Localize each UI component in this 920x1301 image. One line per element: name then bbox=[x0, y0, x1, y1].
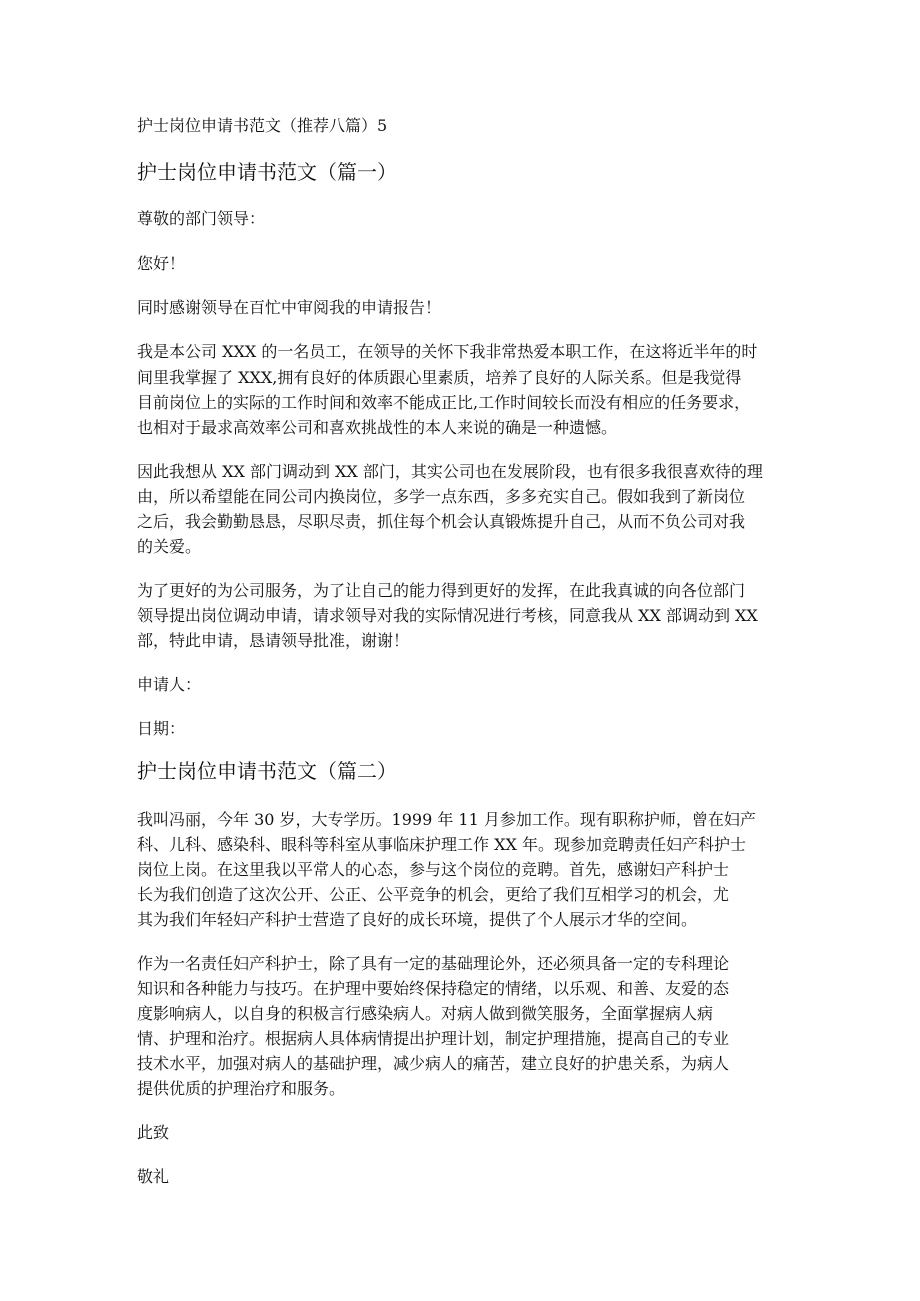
closing-salute: 敬礼 bbox=[137, 1167, 170, 1186]
salutation: 尊敬的部门领导： bbox=[137, 209, 266, 228]
paragraph-line: 我是本公司 XXX 的一名员工，在领导的关怀下我非常热爱本职工作，在这将近半年的时 bbox=[137, 342, 758, 361]
greeting: 您好！ bbox=[137, 254, 186, 273]
paragraph-line: 的关爱。 bbox=[137, 537, 202, 556]
paragraph-line: 因此我想从 XX 部门调动到 XX 部门，其实公司也在发展阶段，也有很多我很喜欢待的理 bbox=[137, 462, 763, 481]
thanks-line: 同时感谢领导在百忙中审阅我的申请报告！ bbox=[137, 298, 442, 317]
section-2-heading: 护士岗位申请书范文（篇二） bbox=[137, 759, 397, 783]
closing-regards: 此致 bbox=[137, 1123, 170, 1142]
paragraph-line: 也相对于最求高效率公司和喜欢挑战性的本人来说的确是一种遗憾。 bbox=[137, 418, 618, 437]
paragraph-line: 度影响病人，以自身的积极言行感染病人。对病人做到微笑服务，全面掌握病人病 bbox=[137, 1004, 714, 1023]
paragraph-line: 技术水平，加强对病人的基础护理，减少病人的痛苦，建立良好的护患关系，为病人 bbox=[137, 1054, 730, 1073]
document-title: 护士岗位申请书范文（推荐八篇）5 bbox=[137, 116, 388, 135]
paragraph-line: 其为我们年轻妇产科护士营造了良好的成长环境，提供了个人展示才华的空间。 bbox=[137, 910, 698, 929]
paragraph-line: 长为我们创造了这次公开、公正、公平竞争的机会，更给了我们互相学习的机会，尤 bbox=[137, 885, 730, 904]
paragraph-line: 为了更好的为公司服务，为了让自己的能力得到更好的发挥，在此我真诚的向各位部门 bbox=[137, 581, 746, 600]
paragraph-line: 领导提出岗位调动申请，请求领导对我的实际情况进行考核，同意我从 XX 部调动到 XX bbox=[137, 606, 758, 625]
paragraph-line: 间里我掌握了 XXX,拥有良好的体质跟心里素质，培养了良好的人际关系。但是我觉得 bbox=[137, 368, 742, 387]
paragraph-line: 部，特此申请，恳请领导批准，谢谢！ bbox=[137, 631, 410, 650]
paragraph-line: 我叫冯丽，今年 30 岁，大专学历。1999 年 11 月参加工作。现有职称护师，曾在妇产 bbox=[137, 810, 756, 829]
paragraph-line: 岗位上岗。在这里我以平常人的心态，参与这个岗位的竞聘。首先，感谢妇产科护士 bbox=[137, 860, 730, 879]
paragraph-line: 知识和各种能力与技巧。在护理中要始终保持稳定的情绪，以乐观、和善、友爱的态 bbox=[137, 979, 730, 998]
paragraph-line: 由，所以希望能在同公司内换岗位，多学一点东西，多多充实自己。假如我到了新岗位 bbox=[137, 487, 746, 506]
paragraph-line: 情、护理和治疗。根据病人具体病情提出护理计划，制定护理措施，提高自己的专业 bbox=[137, 1029, 730, 1048]
paragraph-line: 提供优质的护理治疗和服务。 bbox=[137, 1079, 346, 1098]
section-1-heading: 护士岗位申请书范文（篇一） bbox=[137, 160, 397, 184]
paragraph-line: 作为一名责任妇产科护士，除了具有一定的基础理论外，还必须具备一定的专科理论 bbox=[137, 954, 730, 973]
date-line: 日期： bbox=[137, 719, 186, 738]
paragraph-line: 目前岗位上的实际的工作时间和效率不能成正比,工作时间较长而没有相应的任务要求， bbox=[137, 393, 751, 412]
paragraph-line: 之后，我会勤勤恳恳，尽职尽责，抓住每个机会认真锻炼提升自己，从而不负公司对我 bbox=[137, 512, 746, 531]
applicant-line: 申请人： bbox=[137, 675, 202, 694]
paragraph-line: 科、儿科、感染科、眼科等科室从事临床护理工作 XX 年。现参加竞聘责任妇产科护士 bbox=[137, 835, 746, 854]
